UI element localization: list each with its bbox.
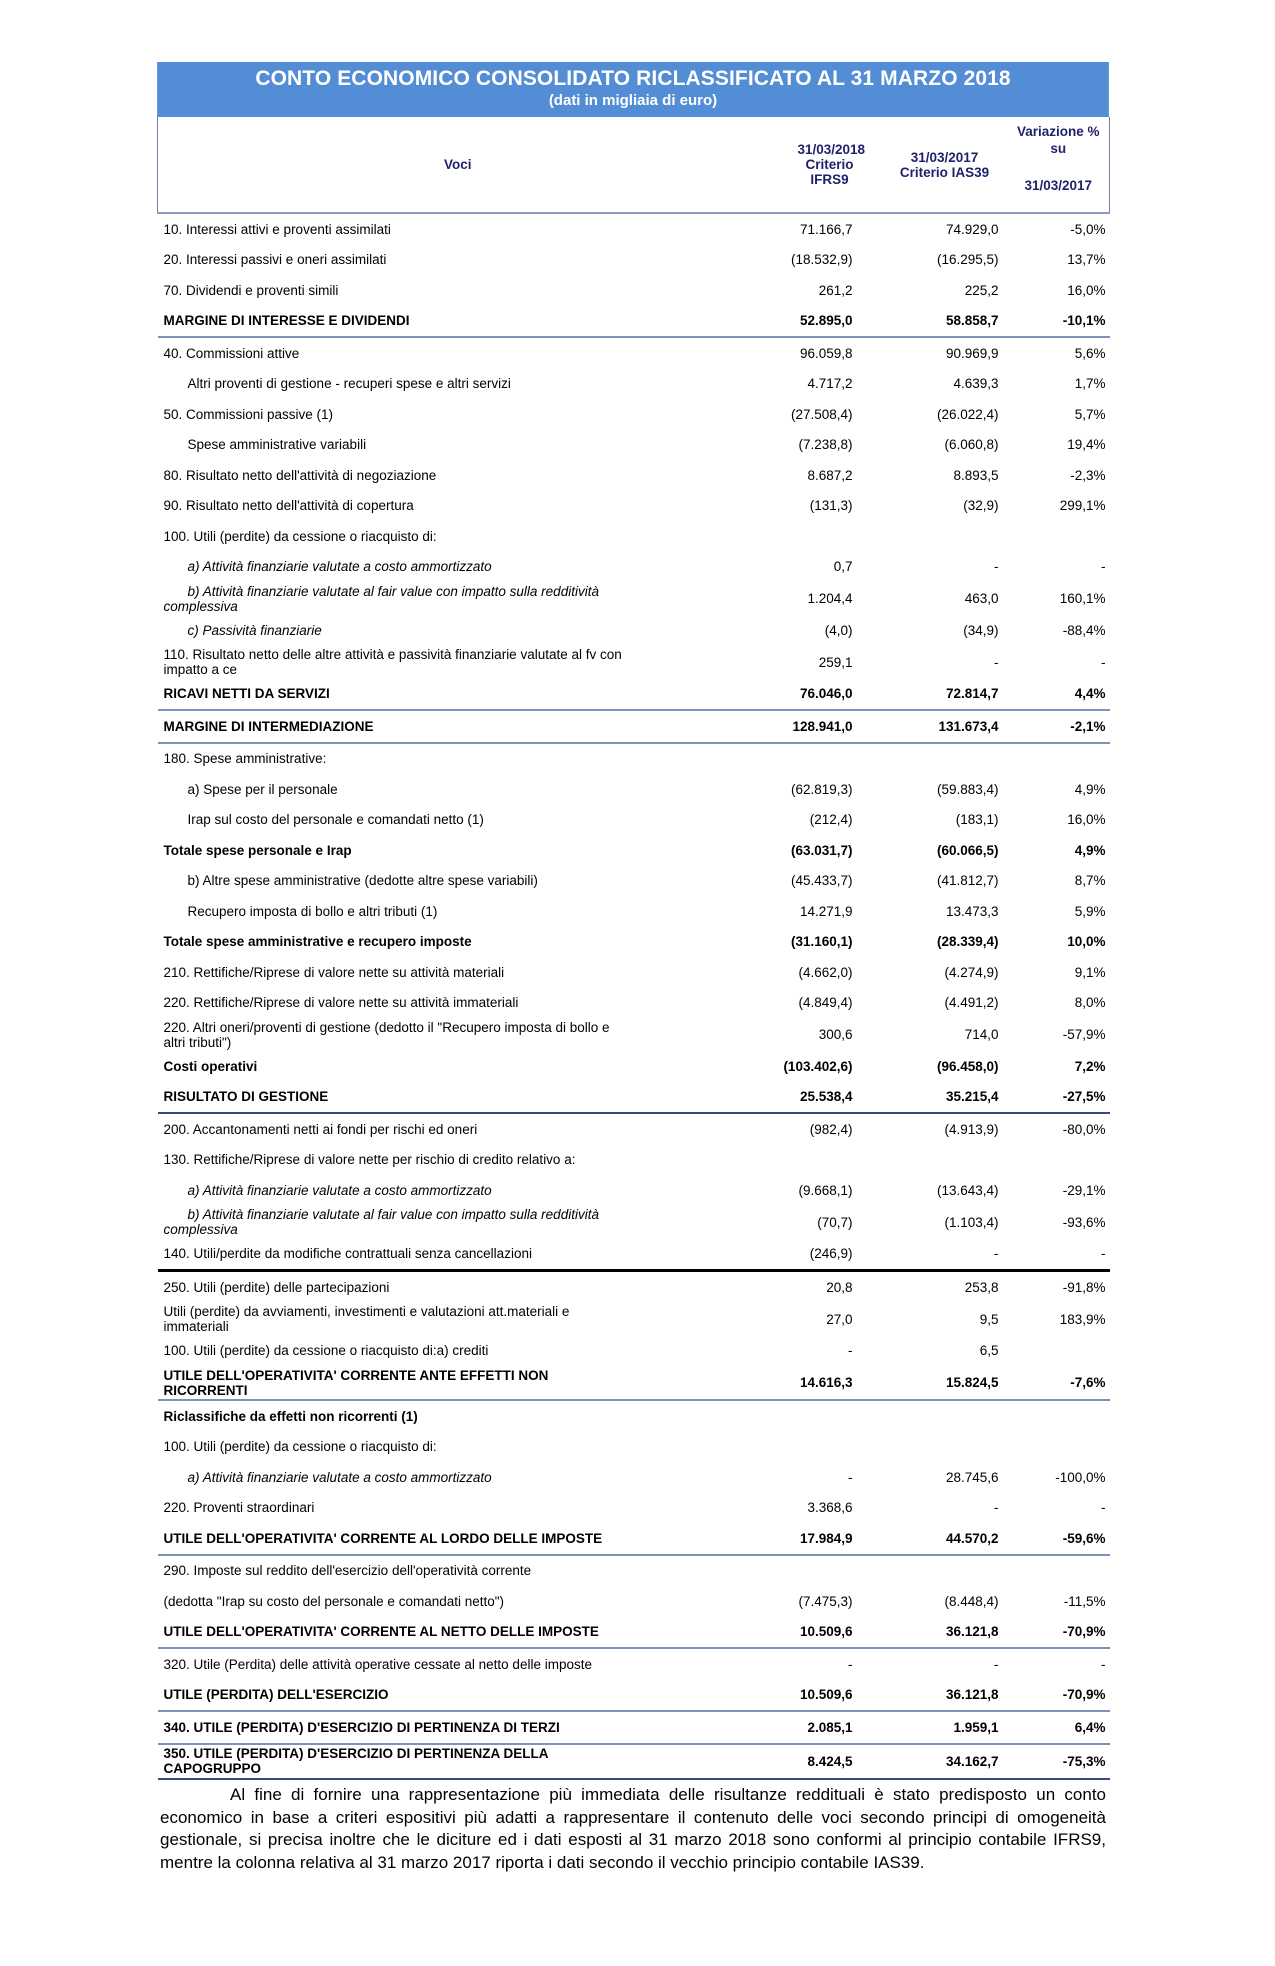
value-2018: (70,7) xyxy=(817,1214,853,1230)
table-row xyxy=(158,710,1110,743)
row-label xyxy=(158,582,758,615)
value-2017 xyxy=(862,1400,1008,1432)
value-2018: - xyxy=(848,1656,853,1672)
table-row xyxy=(158,1400,1110,1432)
header-2018-date: 31/03/2018 xyxy=(797,142,866,157)
table-title: CONTO ECONOMICO CONSOLIDATO RICLASSIFICATO AL 31 MARZO 2018 xyxy=(255,67,1011,90)
value-2018: 8.424,5 xyxy=(758,1744,862,1779)
row-label: MARGINE DI INTERESSE E DIVIDENDI xyxy=(158,306,758,338)
value-2018: 14.616,3 xyxy=(758,1366,862,1400)
value-2018: (4.662,0) xyxy=(798,964,853,980)
row-label: 20. Interessi passivi e oneri assimilati xyxy=(163,252,387,268)
row-label: RISULTATO DI GESTIONE xyxy=(158,1082,758,1114)
value-2018: (62.819,3) xyxy=(790,781,853,797)
variation-pct: 5,9% xyxy=(1074,903,1106,919)
table-row xyxy=(158,1366,1110,1400)
variation-pct xyxy=(1008,1432,1110,1463)
table-row xyxy=(158,866,1110,897)
table-row xyxy=(158,245,1110,276)
row-label: UTILE DELL'OPERATIVITA' CORRENTE AL NETTO DELLE IMPOSTE xyxy=(158,1617,758,1649)
row-label-line1: b) Attività finanziarie valutate al fair value con impatto sulla redditività xyxy=(187,1207,599,1222)
table-row xyxy=(158,1175,1110,1206)
value-2017: 131.673,4 xyxy=(862,710,1008,743)
variation-pct: -70,9% xyxy=(1008,1617,1110,1649)
row-label: 210. Rettifiche/Riprese di valore nette su attività materiali xyxy=(163,964,505,980)
value-2018: 10.509,6 xyxy=(758,1617,862,1649)
value-2017: (13.643,4) xyxy=(936,1182,999,1198)
value-2018: (246,9) xyxy=(758,1239,862,1271)
value-2018: 128.941,0 xyxy=(758,710,862,743)
table-row xyxy=(158,552,1110,583)
value-2017: 253,8 xyxy=(964,1279,999,1295)
value-2018: (7.475,3) xyxy=(798,1593,853,1609)
header-voci-label: Voci xyxy=(443,157,472,172)
variation-pct: -2,3% xyxy=(1070,467,1106,483)
value-2018: - xyxy=(848,1343,853,1359)
variation-pct: -59,6% xyxy=(1008,1523,1110,1555)
variation-pct: 19,4% xyxy=(1067,437,1106,453)
row-label-line1: 110. Risultato netto delle altre attività e passività finanziarie valutate al fv con xyxy=(163,647,622,662)
value-2018 xyxy=(758,1400,862,1432)
value-2017: (41.812,7) xyxy=(936,873,999,889)
row-label-line2: impatto a ce xyxy=(163,662,238,677)
row-label: 290. Imposte sul reddito dell'esercizio dell'operatività corrente xyxy=(163,1563,532,1579)
table-row xyxy=(158,275,1110,306)
table-row xyxy=(158,1617,1110,1649)
variation-pct xyxy=(1008,743,1110,775)
table-row xyxy=(158,774,1110,805)
value-2017: 36.121,8 xyxy=(862,1680,1008,1712)
variation-pct: 5,7% xyxy=(1074,406,1106,422)
variation-pct: - xyxy=(1101,654,1106,670)
value-2017: - xyxy=(994,559,999,575)
table-row xyxy=(158,835,1110,866)
row-label: Totale spese personale e Irap xyxy=(163,842,352,858)
table-row xyxy=(158,337,1110,369)
table-row xyxy=(158,491,1110,522)
variation-pct xyxy=(1008,521,1110,552)
value-2017: - xyxy=(862,1239,1008,1271)
variation-pct: -93,6% xyxy=(1062,1214,1106,1230)
table-row xyxy=(158,460,1110,491)
variation-pct: - xyxy=(1008,1239,1110,1271)
row-label: Irap sul costo del personale e comandati netto (1) xyxy=(187,812,484,828)
value-2017: (28.339,4) xyxy=(936,934,999,950)
header-variation-line2: su xyxy=(1050,141,1067,156)
value-2017 xyxy=(862,521,1008,552)
row-label: b) Altre spese amministrative (dedotte altre spese variabili) xyxy=(187,873,538,889)
table-row xyxy=(158,743,1110,775)
variation-pct: -57,9% xyxy=(1062,1027,1106,1042)
table-row xyxy=(158,646,1110,679)
row-label-line1: b) Attività finanziarie valutate al fair value con impatto sulla redditività xyxy=(187,583,599,599)
value-2017: 34.162,7 xyxy=(862,1744,1008,1779)
row-label: UTILE DELL'OPERATIVITA' CORRENTE AL LORDO DELLE IMPOSTE xyxy=(158,1523,758,1555)
value-2017: 36.121,8 xyxy=(862,1617,1008,1649)
table-row xyxy=(158,521,1110,552)
value-2017: 28.745,6 xyxy=(945,1469,999,1485)
value-2018: (7.238,8) xyxy=(798,437,853,453)
row-label-line1: UTILE DELL'OPERATIVITA' CORRENTE ANTE EFFETTI NON xyxy=(163,1367,549,1383)
table-row xyxy=(158,1303,1110,1336)
table-row xyxy=(158,1113,1110,1145)
value-2017: 6,5 xyxy=(979,1343,999,1359)
value-2017 xyxy=(862,1555,1008,1587)
variation-pct: 160,1% xyxy=(1059,591,1106,606)
value-2017: - xyxy=(994,654,999,670)
row-label: 40. Commissioni attive xyxy=(163,345,300,361)
variation-pct: -11,5% xyxy=(1063,1593,1106,1609)
variation-pct xyxy=(1008,1336,1110,1367)
row-label: UTILE (PERDITA) DELL'ESERCIZIO xyxy=(158,1680,758,1712)
table-row xyxy=(158,369,1110,400)
variation-pct: 16,0% xyxy=(1067,812,1106,828)
value-2018: 17.984,9 xyxy=(758,1523,862,1555)
value-2017 xyxy=(862,743,1008,775)
row-label-line2: complessiva xyxy=(163,598,238,614)
table-row xyxy=(158,1082,1110,1114)
value-2017: (34,9) xyxy=(963,622,999,638)
table-subtitle: (dati in migliaia di euro) xyxy=(548,92,718,109)
value-2017: 58.858,7 xyxy=(862,306,1008,338)
value-2018: 20,8 xyxy=(826,1279,853,1295)
row-label: 340. UTILE (PERDITA) D'ESERCIZIO DI PERTINENZA DI TERZI xyxy=(158,1711,758,1744)
header-variation xyxy=(1008,117,1110,213)
row-label-line1: Utili (perdite) da avviamenti, investimenti e valutazioni att.materiali e xyxy=(163,1304,570,1319)
row-label: 130. Rettifiche/Riprese di valore nette per rischio di credito relativo a: xyxy=(163,1152,576,1168)
variation-pct: 16,0% xyxy=(1067,282,1106,298)
variation-pct: -91,8% xyxy=(1062,1279,1106,1295)
row-label xyxy=(158,1206,758,1239)
value-2017: 72.814,7 xyxy=(862,679,1008,711)
value-2017: 8.893,5 xyxy=(953,467,999,483)
row-label: 220. Rettifiche/Riprese di valore nette su attività immateriali xyxy=(163,995,519,1011)
variation-pct xyxy=(1008,1145,1110,1176)
value-2018: 25.538,4 xyxy=(758,1082,862,1114)
variation-pct: - xyxy=(1101,1500,1106,1516)
value-2017: 1.959,1 xyxy=(862,1711,1008,1744)
value-2017: 35.215,4 xyxy=(862,1082,1008,1114)
value-2017: (26.022,4) xyxy=(936,406,999,422)
variation-pct: 4,9% xyxy=(1074,842,1106,858)
table-row xyxy=(158,1462,1110,1493)
row-label: a) Attività finanziarie valutate a costo ammortizzato xyxy=(187,1182,492,1198)
income-statement xyxy=(157,62,1109,1780)
variation-pct: -75,3% xyxy=(1008,1744,1110,1779)
row-label xyxy=(158,1744,758,1779)
variation-pct: 4,9% xyxy=(1074,781,1106,797)
value-2017: 90.969,9 xyxy=(945,345,999,361)
value-2018 xyxy=(758,743,862,775)
row-label: 90. Risultato netto dell'attività di copertura xyxy=(163,498,414,514)
row-label: c) Passività finanziarie xyxy=(187,622,322,638)
table-row xyxy=(158,896,1110,927)
row-label: a) Attività finanziarie valutate a costo ammortizzato xyxy=(187,1469,492,1485)
value-2018: (982,4) xyxy=(809,1121,853,1137)
value-2018: 0,7 xyxy=(833,559,853,575)
row-label-line2: immateriali xyxy=(163,1319,229,1334)
row-label: 80. Risultato netto dell'attività di negoziazione xyxy=(163,467,437,483)
value-2018: 14.271,9 xyxy=(799,903,853,919)
row-label-line2: altri tributi") xyxy=(163,1034,232,1050)
value-2018: - xyxy=(848,1469,853,1485)
row-label-line1: 220. Altri oneri/proventi di gestione (dedotto il "Recupero imposta di bollo e xyxy=(163,1019,610,1035)
value-2018: 261,2 xyxy=(818,282,853,298)
variation-pct: -100,0% xyxy=(1055,1469,1106,1485)
value-2018: (9.668,1) xyxy=(798,1182,853,1198)
value-2018: (18.532,9) xyxy=(790,252,853,268)
table-row xyxy=(158,582,1110,615)
row-label: 200. Accantonamenti netti ai fondi per rischi ed oneri xyxy=(163,1121,478,1137)
table-row xyxy=(158,679,1110,711)
table-row xyxy=(158,1271,1110,1303)
row-label-line2: CAPOGRUPPO xyxy=(163,1761,262,1776)
variation-pct xyxy=(1008,1400,1110,1432)
value-2017: (4.274,9) xyxy=(944,964,999,980)
row-label: RICAVI NETTI DA SERVIZI xyxy=(158,679,758,711)
row-label: 10. Interessi attivi e proventi assimilati xyxy=(163,221,391,237)
row-label: MARGINE DI INTERMEDIAZIONE xyxy=(158,710,758,743)
variation-pct: 7,2% xyxy=(1074,1058,1106,1074)
table-row xyxy=(158,1744,1110,1779)
row-label: 50. Commissioni passive (1) xyxy=(163,406,334,422)
value-2018: 300,6 xyxy=(818,1027,853,1042)
row-label: Costi operativi xyxy=(163,1058,258,1074)
row-label xyxy=(158,1018,758,1051)
value-2017: - xyxy=(994,1500,999,1516)
variation-pct: 10,0% xyxy=(1067,934,1106,950)
value-2017: 13.473,3 xyxy=(945,903,999,919)
table-row xyxy=(158,1206,1110,1239)
variation-pct: 6,4% xyxy=(1008,1711,1110,1744)
variation-pct: - xyxy=(1101,559,1106,575)
variation-pct: 8,7% xyxy=(1074,873,1106,889)
value-2018: 4.717,2 xyxy=(807,376,853,392)
table-row xyxy=(158,399,1110,430)
value-2018: 2.085,1 xyxy=(758,1711,862,1744)
variation-pct: 1,7% xyxy=(1074,376,1106,392)
table-row xyxy=(158,1493,1110,1524)
table-row xyxy=(158,1145,1110,1176)
value-2018 xyxy=(758,1555,862,1587)
value-2017: (4.913,9) xyxy=(944,1121,999,1137)
row-label: Spese amministrative variabili xyxy=(187,437,367,453)
value-2017: 44.570,2 xyxy=(862,1523,1008,1555)
variation-pct: -5,0% xyxy=(1070,221,1106,237)
row-label: Recupero imposta di bollo e altri tributi (1) xyxy=(187,903,438,919)
row-label: 250. Utili (perdite) delle partecipazioni xyxy=(163,1279,390,1295)
header-2018 xyxy=(758,117,866,213)
value-2017 xyxy=(862,1145,1008,1176)
variation-pct: -29,1% xyxy=(1062,1182,1106,1198)
row-label: 180. Spese amministrative: xyxy=(163,751,327,767)
header-2017 xyxy=(862,117,1008,213)
header-voci xyxy=(158,117,758,213)
value-2018: 71.166,7 xyxy=(799,221,853,237)
variation-pct xyxy=(1008,1555,1110,1587)
value-2018 xyxy=(758,1145,862,1176)
row-label: 220. Proventi straordinari xyxy=(163,1500,315,1516)
row-label: 140. Utili/perdite da modifiche contrattuali senza cancellazioni xyxy=(158,1239,758,1271)
value-2018: (4,0) xyxy=(824,622,853,638)
row-label xyxy=(158,1303,758,1336)
value-2018: 96.059,8 xyxy=(799,345,853,361)
value-2017: 15.824,5 xyxy=(862,1366,1008,1400)
header-2017-date: 31/03/2017 xyxy=(910,149,979,165)
table-row xyxy=(158,1336,1110,1367)
variation-pct: -88,4% xyxy=(1062,622,1106,638)
table-row xyxy=(158,1432,1110,1463)
table-row xyxy=(158,1648,1110,1680)
table-row xyxy=(158,1051,1110,1082)
value-2017: (32,9) xyxy=(963,498,999,514)
value-2017: - xyxy=(994,1656,999,1672)
row-label: (dedotta "Irap su costo del personale e comandati netto") xyxy=(163,1593,505,1609)
value-2017: 714,0 xyxy=(964,1027,999,1042)
variation-pct: 13,7% xyxy=(1067,252,1106,268)
variation-pct: 4,4% xyxy=(1008,679,1110,711)
value-2018: 27,0 xyxy=(826,1311,853,1327)
table-row xyxy=(158,1680,1110,1712)
value-2017 xyxy=(862,1432,1008,1463)
table-row xyxy=(158,1018,1110,1051)
row-label: a) Attività finanziarie valutate a costo ammortizzato xyxy=(187,559,492,575)
value-2018 xyxy=(758,521,862,552)
header-2018-criterion: Criterio IFRS9 xyxy=(805,157,854,187)
value-2018: (63.031,7) xyxy=(790,842,853,858)
table-row xyxy=(158,1711,1110,1744)
row-label: Riclassifiche da effetti non ricorrenti (1) xyxy=(163,1408,418,1424)
variation-pct: - xyxy=(1101,1656,1106,1672)
value-2017: (1.103,4) xyxy=(944,1214,999,1230)
value-2017: (6.060,8) xyxy=(944,437,999,453)
value-2018: 3.368,6 xyxy=(807,1500,853,1516)
row-label: Altri proventi di gestione - recuperi spese e altri servizi xyxy=(187,376,511,392)
value-2018: (4.849,4) xyxy=(798,995,853,1011)
value-2018: (27.508,4) xyxy=(790,406,853,422)
variation-pct: -70,9% xyxy=(1008,1680,1110,1712)
value-2017: 4.639,3 xyxy=(953,376,999,392)
value-2018: 76.046,0 xyxy=(758,679,862,711)
table-row xyxy=(158,213,1110,245)
table-row xyxy=(158,1523,1110,1555)
row-label: 320. Utile (Perdita) delle attività operative cessate al netto delle imposte xyxy=(163,1656,592,1672)
value-2018: (103.402,6) xyxy=(783,1058,853,1074)
row-label-line2: RICORRENTI xyxy=(163,1382,248,1398)
row-label: a) Spese per il personale xyxy=(187,781,338,797)
value-2018: (31.160,1) xyxy=(790,934,853,950)
row-label-line2: complessiva xyxy=(163,1222,238,1237)
row-label: 100. Utili (perdite) da cessione o riacquisto di:a) crediti xyxy=(163,1343,489,1359)
value-2018: 1.204,4 xyxy=(807,591,853,606)
value-2017: 225,2 xyxy=(964,282,999,298)
value-2017: (183,1) xyxy=(955,812,999,828)
table-row xyxy=(158,615,1110,646)
variation-pct: -80,0% xyxy=(1062,1121,1106,1137)
table-row xyxy=(158,805,1110,836)
row-label: Totale spese amministrative e recupero imposte xyxy=(163,934,472,950)
value-2017: (96.458,0) xyxy=(936,1058,999,1074)
header-2017-criterion: Criterio IAS39 xyxy=(899,164,990,180)
footnote-text: Al fine di fornire una rappresentazione più immediata delle risultanze reddituali è stato predisposto un conto economico in base a criteri espositivi più adatti a rappresentare il contenuto delle voci secondo principi di omogeneità gestionale, si precisa inoltre che le diciture ed i dati esposti al 31 marzo 2018 sono conformi al principio contabile IFRS9, mentre la colonna relativa al 31 marzo 2017 riporta i dati secondo il vecchio principio contabile IAS39. xyxy=(160,1785,1106,1872)
value-2018: 52.895,0 xyxy=(758,306,862,338)
table-row xyxy=(158,988,1110,1019)
variation-pct: 8,0% xyxy=(1074,995,1106,1011)
header-variation-line1: Variazione % xyxy=(1016,124,1100,139)
value-2017: (4.491,2) xyxy=(944,995,999,1011)
variation-pct: -27,5% xyxy=(1008,1082,1110,1114)
variation-pct: -7,6% xyxy=(1008,1366,1110,1400)
value-2018: (131,3) xyxy=(809,498,853,514)
variation-pct: -10,1% xyxy=(1008,306,1110,338)
value-2018: 8.687,2 xyxy=(807,467,853,483)
value-2018 xyxy=(758,1432,862,1463)
value-2017: 9,5 xyxy=(979,1311,999,1327)
footnote-paragraph xyxy=(160,1784,1106,1874)
row-label xyxy=(158,1366,758,1400)
value-2017: 74.929,0 xyxy=(945,221,999,237)
table-row xyxy=(158,927,1110,958)
value-2018: (212,4) xyxy=(809,812,853,828)
value-2017: (16.295,5) xyxy=(936,252,999,268)
row-label: 100. Utili (perdite) da cessione o riacquisto di: xyxy=(163,1439,437,1455)
value-2017: (60.066,5) xyxy=(936,842,999,858)
value-2017: 463,0 xyxy=(964,591,999,606)
variation-pct: -2,1% xyxy=(1008,710,1110,743)
row-label xyxy=(158,646,758,679)
table-row xyxy=(158,957,1110,988)
variation-pct: 299,1% xyxy=(1059,498,1106,514)
value-2017: (59.883,4) xyxy=(936,781,999,797)
header-row xyxy=(158,117,1110,213)
variation-pct: 9,1% xyxy=(1074,964,1106,980)
row-label: 70. Dividendi e proventi simili xyxy=(163,282,339,298)
value-2018: (45.433,7) xyxy=(790,873,853,889)
table-row xyxy=(158,1239,1110,1271)
table-body xyxy=(158,213,1110,1779)
value-2018: 259,1 xyxy=(818,654,853,670)
income-table xyxy=(157,117,1110,1780)
row-label-line1: 350. UTILE (PERDITA) D'ESERCIZIO DI PERTINENZA DELLA xyxy=(163,1746,549,1761)
table-row xyxy=(158,306,1110,338)
header-variation-line3: 31/03/2017 xyxy=(1024,178,1093,193)
table-row xyxy=(158,1586,1110,1617)
value-2017: (8.448,4) xyxy=(944,1593,999,1609)
table-row xyxy=(158,430,1110,461)
variation-pct: 5,6% xyxy=(1074,345,1106,361)
variation-pct: 183,9% xyxy=(1059,1311,1106,1327)
table-row xyxy=(158,1555,1110,1587)
row-label: 100. Utili (perdite) da cessione o riacquisto di: xyxy=(163,528,437,544)
table-banner xyxy=(157,62,1109,117)
value-2018: 10.509,6 xyxy=(758,1680,862,1712)
